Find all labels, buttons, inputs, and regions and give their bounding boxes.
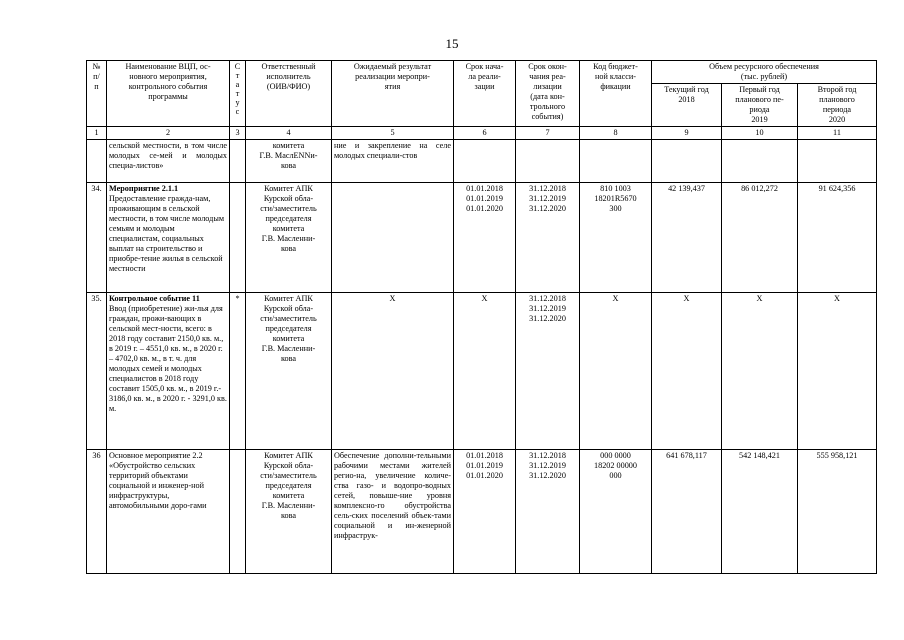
row-num: 36 — [87, 450, 107, 574]
row-status — [230, 140, 246, 183]
row-end — [516, 140, 580, 183]
row-2019: 542 148,421 — [722, 450, 798, 574]
row-result: ние и закрепление на селе молодых специали-стов — [332, 140, 454, 183]
row-name-text: Предоставление гражда-нам, проживающим в сельской местности, в том числе молодым семьям и молодым специалистам, социальных выплат на строительство и приобре-тение жилья в сельской местности — [109, 194, 225, 273]
row-end: 31.12.2018 31.12.2019 31.12.2020 — [516, 293, 580, 450]
row-status — [230, 450, 246, 574]
row-code: 000 0000 18202 00000 000 — [580, 450, 652, 574]
row-name-bold: Контрольное событие 11 — [109, 294, 200, 303]
row-name — [107, 183, 230, 293]
header-first-year: Первый год планового пе- риода 2019 — [722, 84, 798, 127]
row-responsible: Комитет АПК Курской обла- сти/заместитель председателя комитета Г.В. Масленни- кова — [246, 450, 332, 574]
header-status — [230, 61, 246, 127]
row-status: * — [230, 293, 246, 450]
column-number: 4 — [246, 127, 332, 140]
header-name: Наименование ВЦП, ос- новного мероприятия, контрольного события программы — [107, 61, 230, 127]
header-current-year: Текущий год 2018 — [652, 84, 722, 127]
header-responsible: Ответственный исполнитель (ОИВ/ФИО) — [246, 61, 332, 127]
page-number: 15 — [445, 36, 459, 51]
column-number: 8 — [580, 127, 652, 140]
row-result: Х — [332, 293, 454, 450]
row-start: 01.01.2018 01.01.2019 01.01.2020 — [454, 450, 516, 574]
row-code: 810 1003 18201R5670 300 — [580, 183, 652, 293]
row-num: 35. — [87, 293, 107, 450]
row-name — [107, 293, 230, 450]
row-result — [332, 183, 454, 293]
header-result: Ожидаемый результат реализации меропри- ятия — [332, 61, 454, 127]
row-end: 31.12.2018 31.12.2019 31.12.2020 — [516, 183, 580, 293]
column-number: 6 — [454, 127, 516, 140]
header-status-text: Статус — [234, 62, 241, 117]
row-2020: Х — [798, 293, 877, 450]
row-result: Обеспечение дополни-тельными рабочими местами жителей регио-на, увеличение количе-ства газо- и водопро-водных сетей, повыше-ние уровня комплексно-го обустройства сель-ских поселений объек-тами социальной и ин-женерной инфраструк- — [332, 450, 454, 574]
row-responsible: Комитет АПК Курской обла- сти/заместитель председателя комитета Г.В. Масленни- кова — [246, 183, 332, 293]
column-number: 9 — [652, 127, 722, 140]
row-name — [107, 140, 230, 183]
row-responsible: Комитет АПК Курской обла- сти/заместитель председателя комитета Г.В. Масленни- кова — [246, 293, 332, 450]
row-2018: 641 678,117 — [652, 450, 722, 574]
row-start: 01.01.2018 01.01.2019 01.01.2020 — [454, 183, 516, 293]
row-num: 34. — [87, 183, 107, 293]
column-number: 5 — [332, 127, 454, 140]
row-end: 31.12.2018 31.12.2019 31.12.2020 — [516, 450, 580, 574]
row-2018 — [652, 140, 722, 183]
row-2020: 555 958,121 — [798, 450, 877, 574]
column-number: 11 — [798, 127, 877, 140]
header-budget-code: Код бюджет- ной класси- фикации — [580, 61, 652, 127]
row-name: Основное мероприятие 2.2 «Обустройство сельских территорий объектами социальной и инженер-ной инфраструктуры, автомобильными доро-гами — [107, 450, 230, 574]
header-start: Срок нача- ла реали- зации — [454, 61, 516, 127]
row-start — [454, 140, 516, 183]
column-number: 1 — [87, 127, 107, 140]
column-number: 2 — [107, 127, 230, 140]
table-row — [87, 183, 877, 293]
row-2019 — [722, 140, 798, 183]
table-row — [87, 450, 877, 574]
row-name-text: Ввод (приобретение) жи-лья для граждан, прожи-вающих в сельской мест-ности, всего: в 2018 году составит 2150,0 кв. м., в 2019 г. – 4551,0 кв. м., в 2020 г. – 4702,0 кв. м., в т. ч. для молодых семей и молодых специалистов в 2018 году составит 1505,0 кв. м., в 2019 г.- 3186,0 кв. м., в 2020 г. - 3291,0 кв. м. — [109, 304, 227, 413]
column-number: 10 — [722, 127, 798, 140]
column-number: 7 — [516, 127, 580, 140]
row-name-bold: Мероприятие 2.1.1 — [109, 184, 179, 193]
column-number: 3 — [230, 127, 246, 140]
row-name-bold: сельской местности, в том числе молодых се-мей и молодых специа-листов» — [109, 141, 227, 170]
row-2018: 42 139,437 — [652, 183, 722, 293]
row-code: Х — [580, 293, 652, 450]
row-2019: 86 012,272 — [722, 183, 798, 293]
header-second-year: Второй год планового периода 2020 — [798, 84, 877, 127]
row-responsible: комитета Г.В. МаслENNи- кова — [246, 140, 332, 183]
row-2018: Х — [652, 293, 722, 450]
resource-plan-table — [86, 60, 877, 574]
row-2020: 91 624,356 — [798, 183, 877, 293]
column-number-row — [87, 127, 877, 140]
row-status — [230, 183, 246, 293]
row-2019: Х — [722, 293, 798, 450]
row-2020 — [798, 140, 877, 183]
header-row-1 — [87, 61, 877, 84]
table-row — [87, 140, 877, 183]
header-num: № п/ п — [87, 61, 107, 127]
row-code — [580, 140, 652, 183]
row-start: Х — [454, 293, 516, 450]
header-volume: Объем ресурсного обеспечения (тыс. рублей) — [652, 61, 877, 84]
row-num — [87, 140, 107, 183]
table-row — [87, 293, 877, 450]
header-end: Срок окон- чания реа- лизации (дата кон- трольного события) — [516, 61, 580, 127]
